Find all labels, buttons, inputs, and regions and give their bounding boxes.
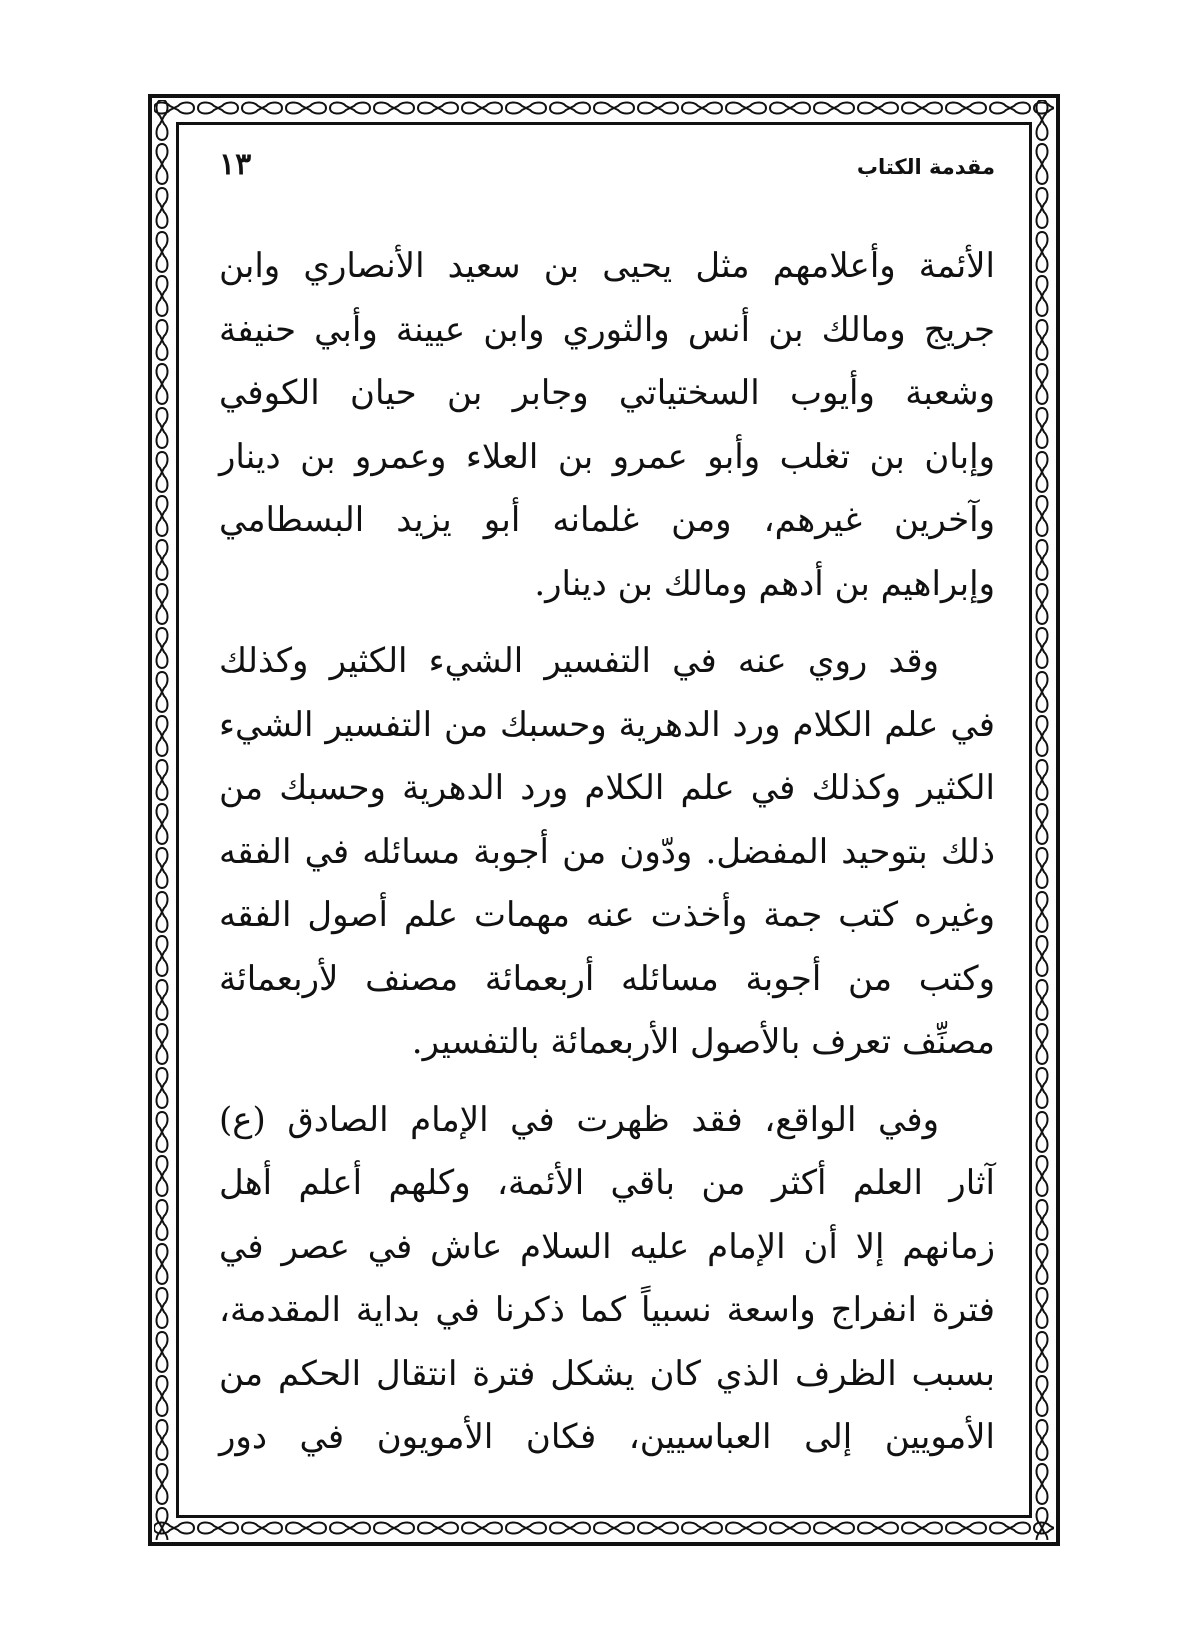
page-content-area	[176, 122, 1032, 1518]
text-line: جريج ومالك بن أنس والثوري وابن عيينة وأبي حنيفة	[219, 309, 995, 350]
text-line: وفي الواقع، فقد ظهرت في الإمام الصادق (ع)	[219, 1099, 939, 1140]
text-line: ذلك بتوحيد المفضل. ودّون من أجوبة مسائله في الفقه	[219, 831, 995, 872]
paragraph	[219, 1089, 995, 1470]
text-line: وشعبة وأيوب السختياتي وجابر بن حيان الكوفي	[219, 373, 995, 413]
text-line: وقد روي عنه في التفسير الشيء الكثير وكذلك	[219, 641, 939, 681]
text-line: في علم الكلام ورد الدهرية وحسبك من التفسير الشيء	[219, 704, 995, 745]
text-line: الكثير وكذلك في علم الكلام ورد الدهرية وحسبك من	[219, 768, 995, 808]
paragraph	[219, 235, 995, 616]
text-line: مصنِّف تعرف بالأصول الأربعمائة بالتفسير.	[411, 1022, 995, 1062]
text-line: الأئمة وأعلامهم مثل يحيى بن سعيد الأنصاري وابن	[219, 246, 995, 286]
text-line: وإبراهيم بن أدهم ومالك بن دينار.	[534, 563, 995, 604]
page-header	[179, 143, 1029, 193]
text-line: بسبب الظرف الذي كان يشكل فترة انتقال الحكم من	[219, 1353, 995, 1394]
text-line: وكتب من أجوبة مسائله أربعمائة مصنف لأربعمائة	[219, 958, 995, 999]
text-line: زمانهم إلا أن الإمام عليه السلام عاش في عصر في	[219, 1226, 995, 1267]
text-line: وآخرين غيرهم، ومن غلمانه أبو يزيد البسطامي	[219, 500, 995, 540]
text-line: وغيره كتب جمة وأخذت عنه مهمات علم أصول الفقه	[219, 895, 995, 935]
paragraph	[219, 630, 995, 1075]
text-line: وإبان بن تغلب وأبو عمرو بن العلاء وعمرو بن دينار	[219, 436, 995, 477]
text-line: فترة انفراج واسعة نسبياً كما ذكرنا في بداية المقدمة،	[219, 1290, 995, 1330]
text-line: الأمويين إلى العباسيين، فكان الأمويون في دور	[219, 1417, 995, 1457]
text-line: آثار العلم أكثر من باقي الأئمة، وكلهم أعلم أهل	[219, 1163, 995, 1203]
decorative-page-border	[148, 94, 1060, 1546]
body-text	[219, 235, 995, 1484]
page-number: ١٣	[219, 147, 252, 182]
running-title: مقدمة الكتاب	[856, 155, 995, 179]
